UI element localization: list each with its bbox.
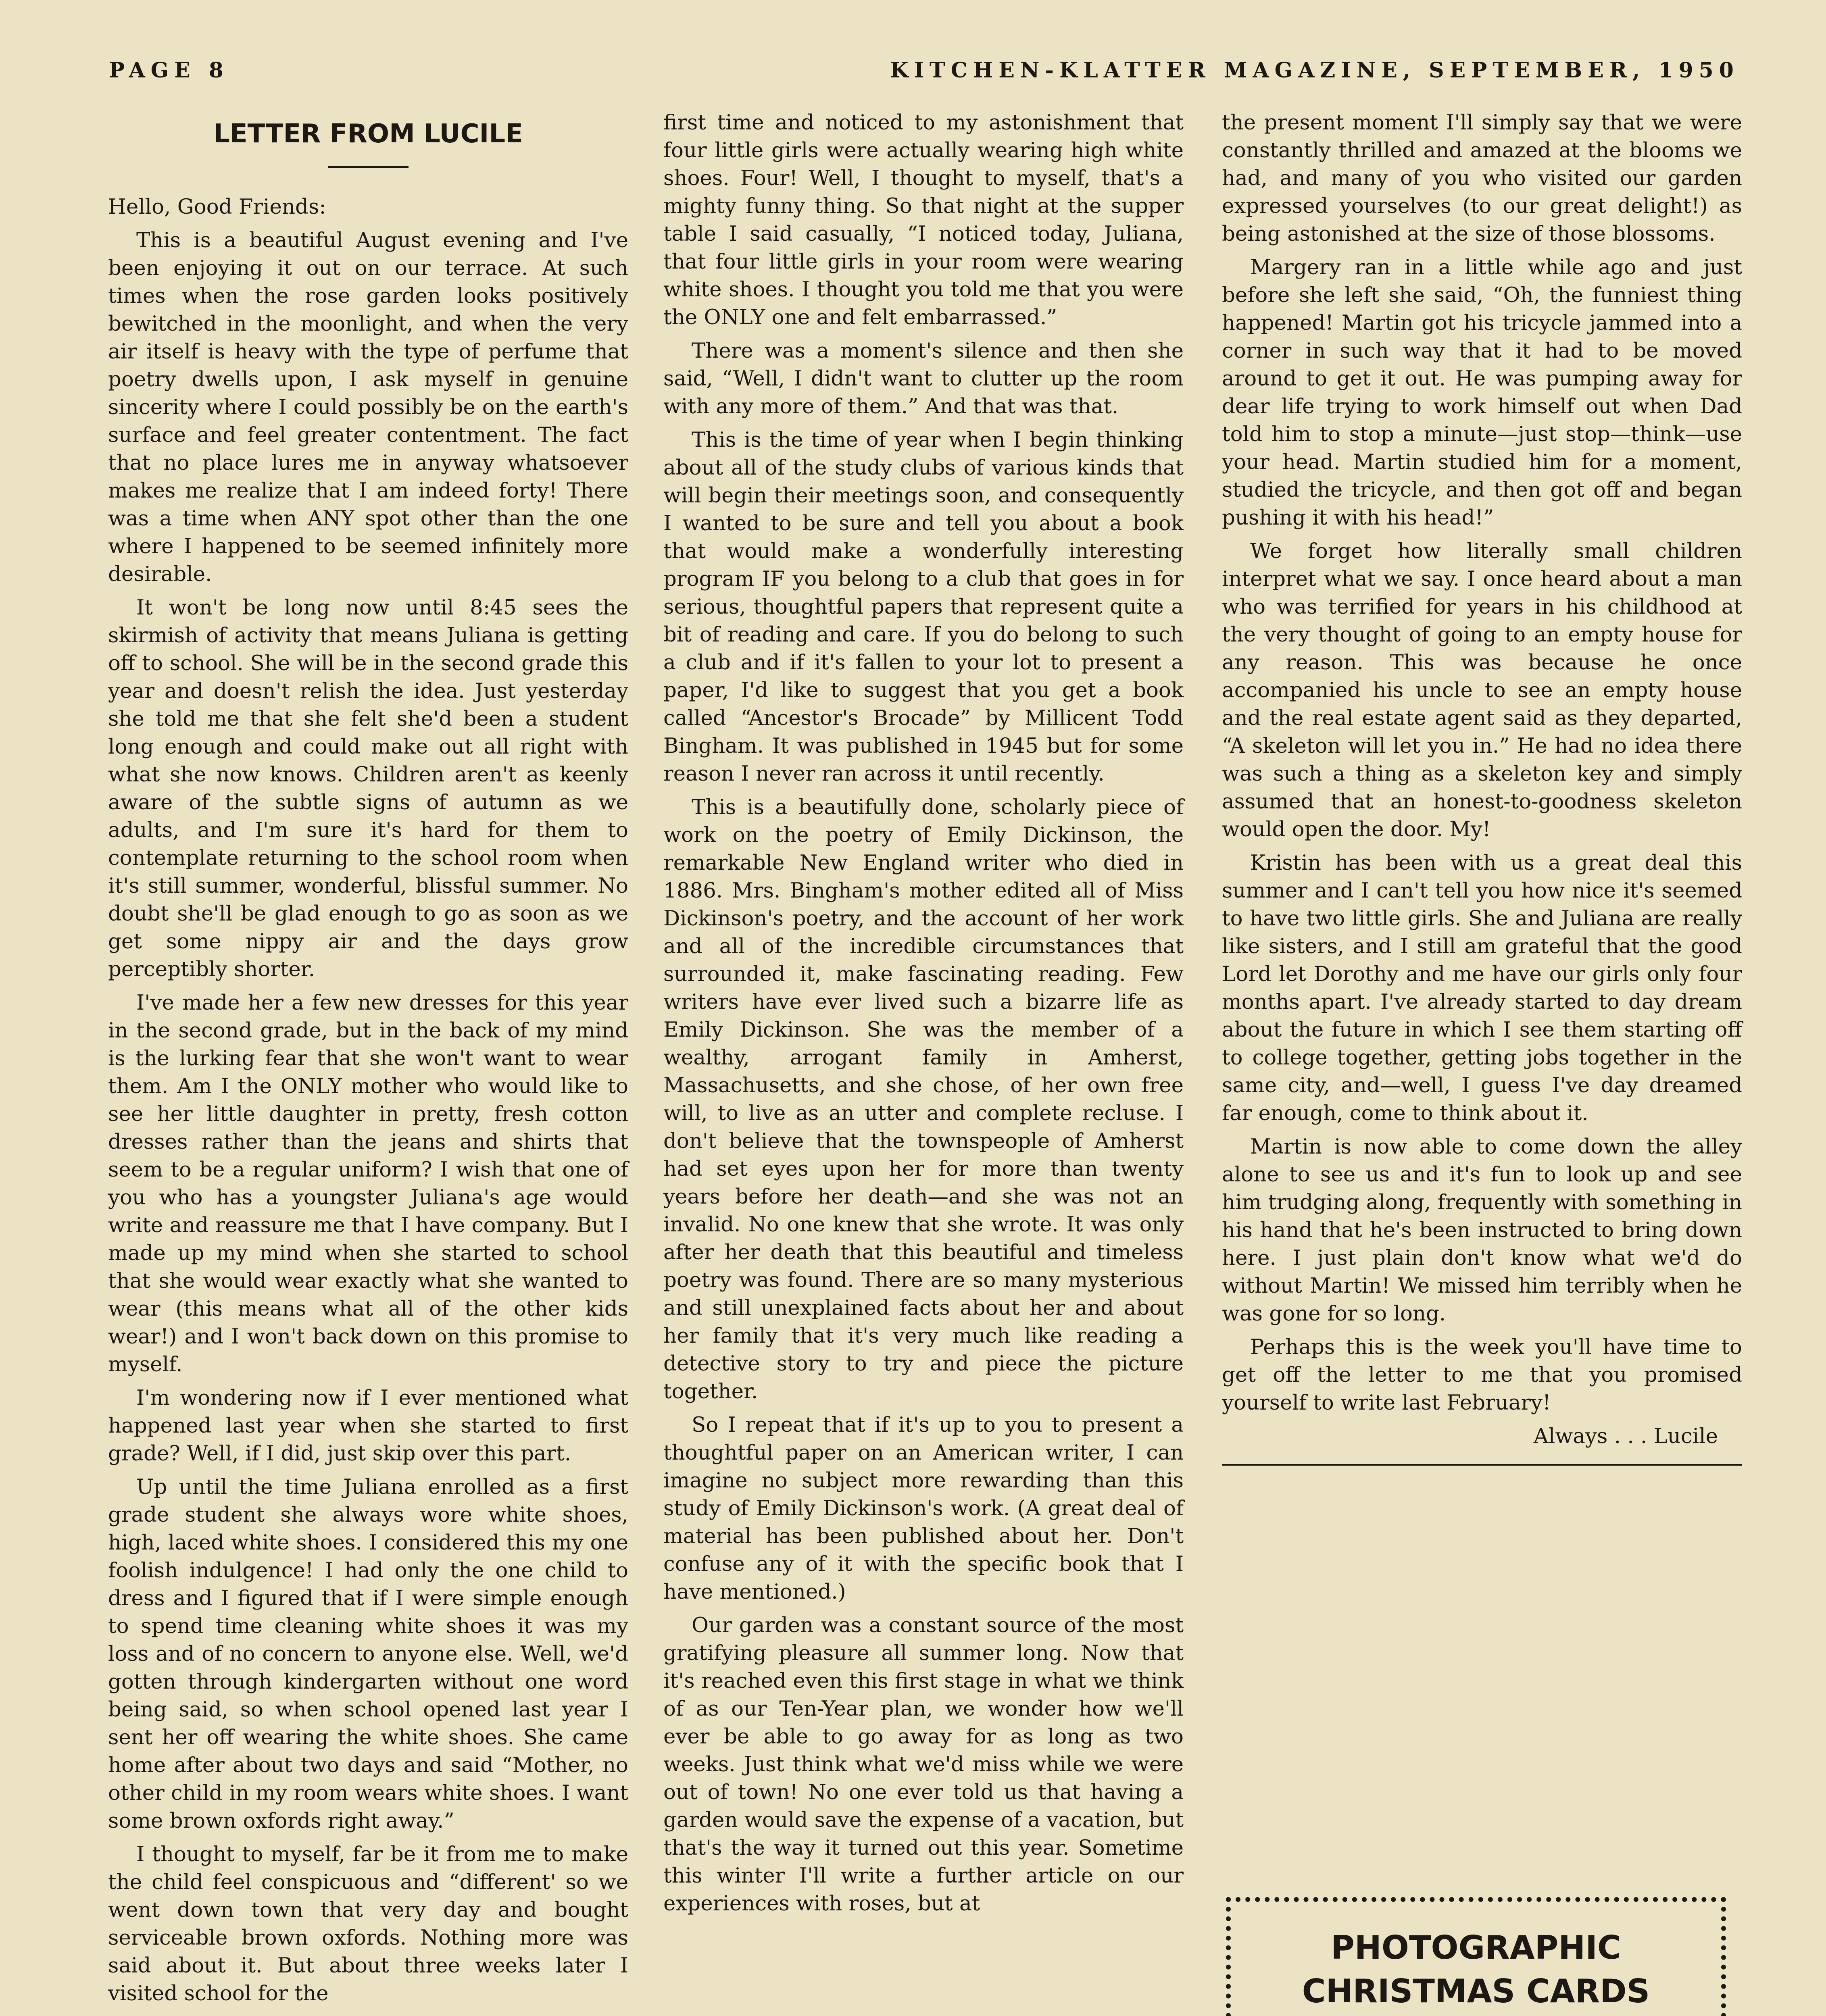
paragraph: Perhaps this is the week you'll have time to get off the letter to me that you promised yourself to write last February! (1222, 1335, 1742, 1415)
signature: Always . . . Lucile (1533, 1424, 1718, 1448)
paragraph: There was a moment's silence and then she said, “Well, I didn't want to clutter up the room with any more of them.” And that was that. (663, 339, 1184, 419)
ad-title-line-2: CHRISTMAS CARDS (1302, 1972, 1650, 2010)
paragraph: Up until the time Juliana enrolled as a first grade student she always wore white shoes, high, laced white shoes. I considered this my one foolish indulgence! I had only the one child to dress and I figured that if I were simple enough to spend time cleaning white shoes it was my loss and of no concern to anyone else. Well, we'd gotten through kindergarten without one word being said, so when school opened last year I sent her off wearing the white shoes. She came home after about two days and said “Mother, no other child in my room wears white shoes. I want some brown oxfords right away.” (108, 1475, 628, 1833)
paragraph: This is a beautiful August evening and I've been enjoying it out on our terrace. At such times when the rose garden looks positively bewitched in the moonlight, and when the very air itself is heavy with the type of perfume that poetry dwells upon, I ask myself in genuine sincerity where I could possibly be on the earth's surface and feel greater contentment. The fact that no place lures me in anyway whatsoever makes me realize that I am indeed forty! There was a time when ANY spot other than the one where I happened to be seemed infinitely more desirable. (108, 228, 628, 586)
christmas-cards-ad (1226, 1897, 1726, 2016)
paragraph: Margery ran in a little while ago and just before she left she said, “Oh, the funniest thing happened! Martin got his tricycle jammed into a corner in such way that it had to be moved around to get it out. He was pumping away for dear life trying to work himself out when Dad told him to stop a minute—just stop—think—use your head. Martin studied him for a moment, studied the tricycle, and then got off and began pushing it with his head!” (1222, 255, 1742, 530)
paragraph: It won't be long now until 8:45 sees the skirmish of activity that means Juliana is getting off to school. She will be in the second grade this year and doesn't relish the idea. Just yesterday she told me that she felt she'd been a student long enough and could make out all right with what she now knows. Children aren't as keenly aware of the subtle signs of autumn as we adults, and I'm sure it's hard for them to contemplate returning to the school room when it's still summer, wonderful, blissful summer. No doubt she'll be glad enough to go as soon as we get some nippy air and the days grow perceptibly shorter. (108, 596, 628, 981)
column-1 (108, 109, 628, 2013)
paragraph: Martin is now able to come down the alley alone to see us and it's fun to look up and see him trudging along, frequently with something in his hand that he's been instructed to bring down here. I just plain don't know what we'd do without Martin! We missed him terribly when he was gone for so long. (1222, 1135, 1742, 1326)
article-title: LETTER FROM LUCILE (213, 119, 523, 149)
salutation: Hello, Good Friends: (108, 195, 326, 219)
page-header (109, 48, 1739, 92)
paragraph: the present moment I'll simply say that we were constantly thrilled and amazed at the blooms we had, and many of you who visited our garden expressed yourselves (to our great delight!) as being astonished at the size of those blossoms. (1222, 110, 1742, 246)
paragraph: So I repeat that if it's up to you to present a thoughtful paper on an American writer, I can imagine no subject more rewarding than this study of Emily Dickinson's work. (A great deal of material has been published about her. Don't confuse any of it with the specific book that I have mentioned.) (663, 1413, 1184, 1604)
column-3 (1222, 109, 1742, 1466)
ad-title-line-1: PHOTOGRAPHIC (1331, 1929, 1621, 1966)
signature-rule (1222, 1464, 1742, 1466)
paragraph: This is a beautifully done, scholarly piece of work on the poetry of Emily Dickinson, the remarkable New England writer who died in 1886. Mrs. Bingham's mother edited all of Miss Dickinson's poetry, and the account of her work and all of the incredible circumstances that surrounded it, make fascinating reading. Few writers have ever lived such a bizarre life as Emily Dickinson. She was the member of a wealthy, arrogant family in Amherst, Massachusetts, and she chose, of her own free will, to live as an utter and complete recluse. I don't believe that the townspeople of Amherst had set eyes upon her for more than twenty years before her death—and she was not an invalid. No one knew that she wrote. It was only after her death that this beautiful and timeless poetry was found. There are so many mysterious and still unexplained facts about her and about her family that it's very much like reading a detective story to try and piece the picture together. (663, 795, 1184, 1404)
masthead: KITCHEN-KLATTER MAGAZINE, SEPTEMBER, 1950 (890, 58, 1739, 83)
column-2 (663, 109, 1184, 1923)
paragraph: I thought to myself, far be it from me to make the child feel conspicuous and “different' so we went down town that very day and bought serviceable brown oxfords. Nothing more was said about it. But about three weeks later I visited school for the (108, 1842, 628, 2006)
paragraph: We forget how literally small children interpret what we say. I once heard about a man who was terrified for years in his childhood at the very thought of going to an empty house for any reason. This was because he once accompanied his uncle to see an empty house and the real estate agent said as they departed, “A skeleton will let you in.” He had no idea there was such a thing as a skeleton key and simply assumed that an honest-to-goodness skeleton would open the door. My! (1222, 539, 1742, 841)
paragraph: I've made her a few new dresses for this year in the second grade, but in the back of my mind is the lurking fear that she won't want to wear them. Am I the ONLY mother who would like to see her little daughter in pretty, fresh cotton dresses rather than the jeans and shirts that seem to be a regular uniform? I wish that one of you who has a youngster Juliana's age would write and reassure me that I have company. But I made up my mind when she started to school that she would wear exactly what she wanted to wear (this means what all of the other kids wear!) and I won't back down on this promise to myself. (108, 991, 628, 1377)
title-rule (328, 166, 409, 168)
paragraph: I'm wondering now if I ever mentioned what happened last year when she started to first grade? Well, if I did, just skip over this part. (108, 1386, 628, 1466)
paragraph: This is the time of year when I begin thinking about all of the study clubs of various kinds that will begin their meetings soon, and consequently I wanted to be sure and tell you about a book that would make a wonderfully interesting program IF you belong to a club that goes in for serious, thoughtful papers that represent quite a bit of reading and care. If you do belong to such a club and if it's fallen to your lot to present a paper, I'd like to suggest that you get a book called “Ancestor's Brocade” by Millicent Todd Bingham. It was published in 1945 but for some reason I never ran across it until recently. (663, 428, 1184, 786)
paragraph: first time and noticed to my astonishment that four little girls were actually wearing high white shoes. Four! Well, I thought to myself, that's a mighty funny thing. So that night at the supper table I said casually, “I noticed today, Juliana, that four little girls in your room were wearing white shoes. I thought you told me that you were the ONLY one and felt embarrassed.” (663, 110, 1184, 329)
paragraph: Kristin has been with us a great deal this summer and I can't tell you how nice it's seemed to have two little girls. She and Juliana are really like sisters, and I still am grateful that the good Lord let Dorothy and me have our girls only four months apart. I've already started to day dream about the future in which I see them starting off to college together, getting jobs together in the same city, and—well, I guess I've day dreamed far enough, come to think about it. (1222, 851, 1742, 1125)
page-number: PAGE 8 (109, 58, 229, 83)
paragraph: Our garden was a constant source of the most gratifying pleasure all summer long. Now that it's reached even this first stage in what we think of as our Ten-Year plan, we wonder how we'll ever be able to go away for as long as two weeks. Just think what we'd miss while we were out of town! No one ever told us that having a garden would save the expense of a vacation, but that's the way it turned out this year. Sometime this winter I'll write a further article on our experiences with roses, but at (663, 1613, 1184, 1916)
